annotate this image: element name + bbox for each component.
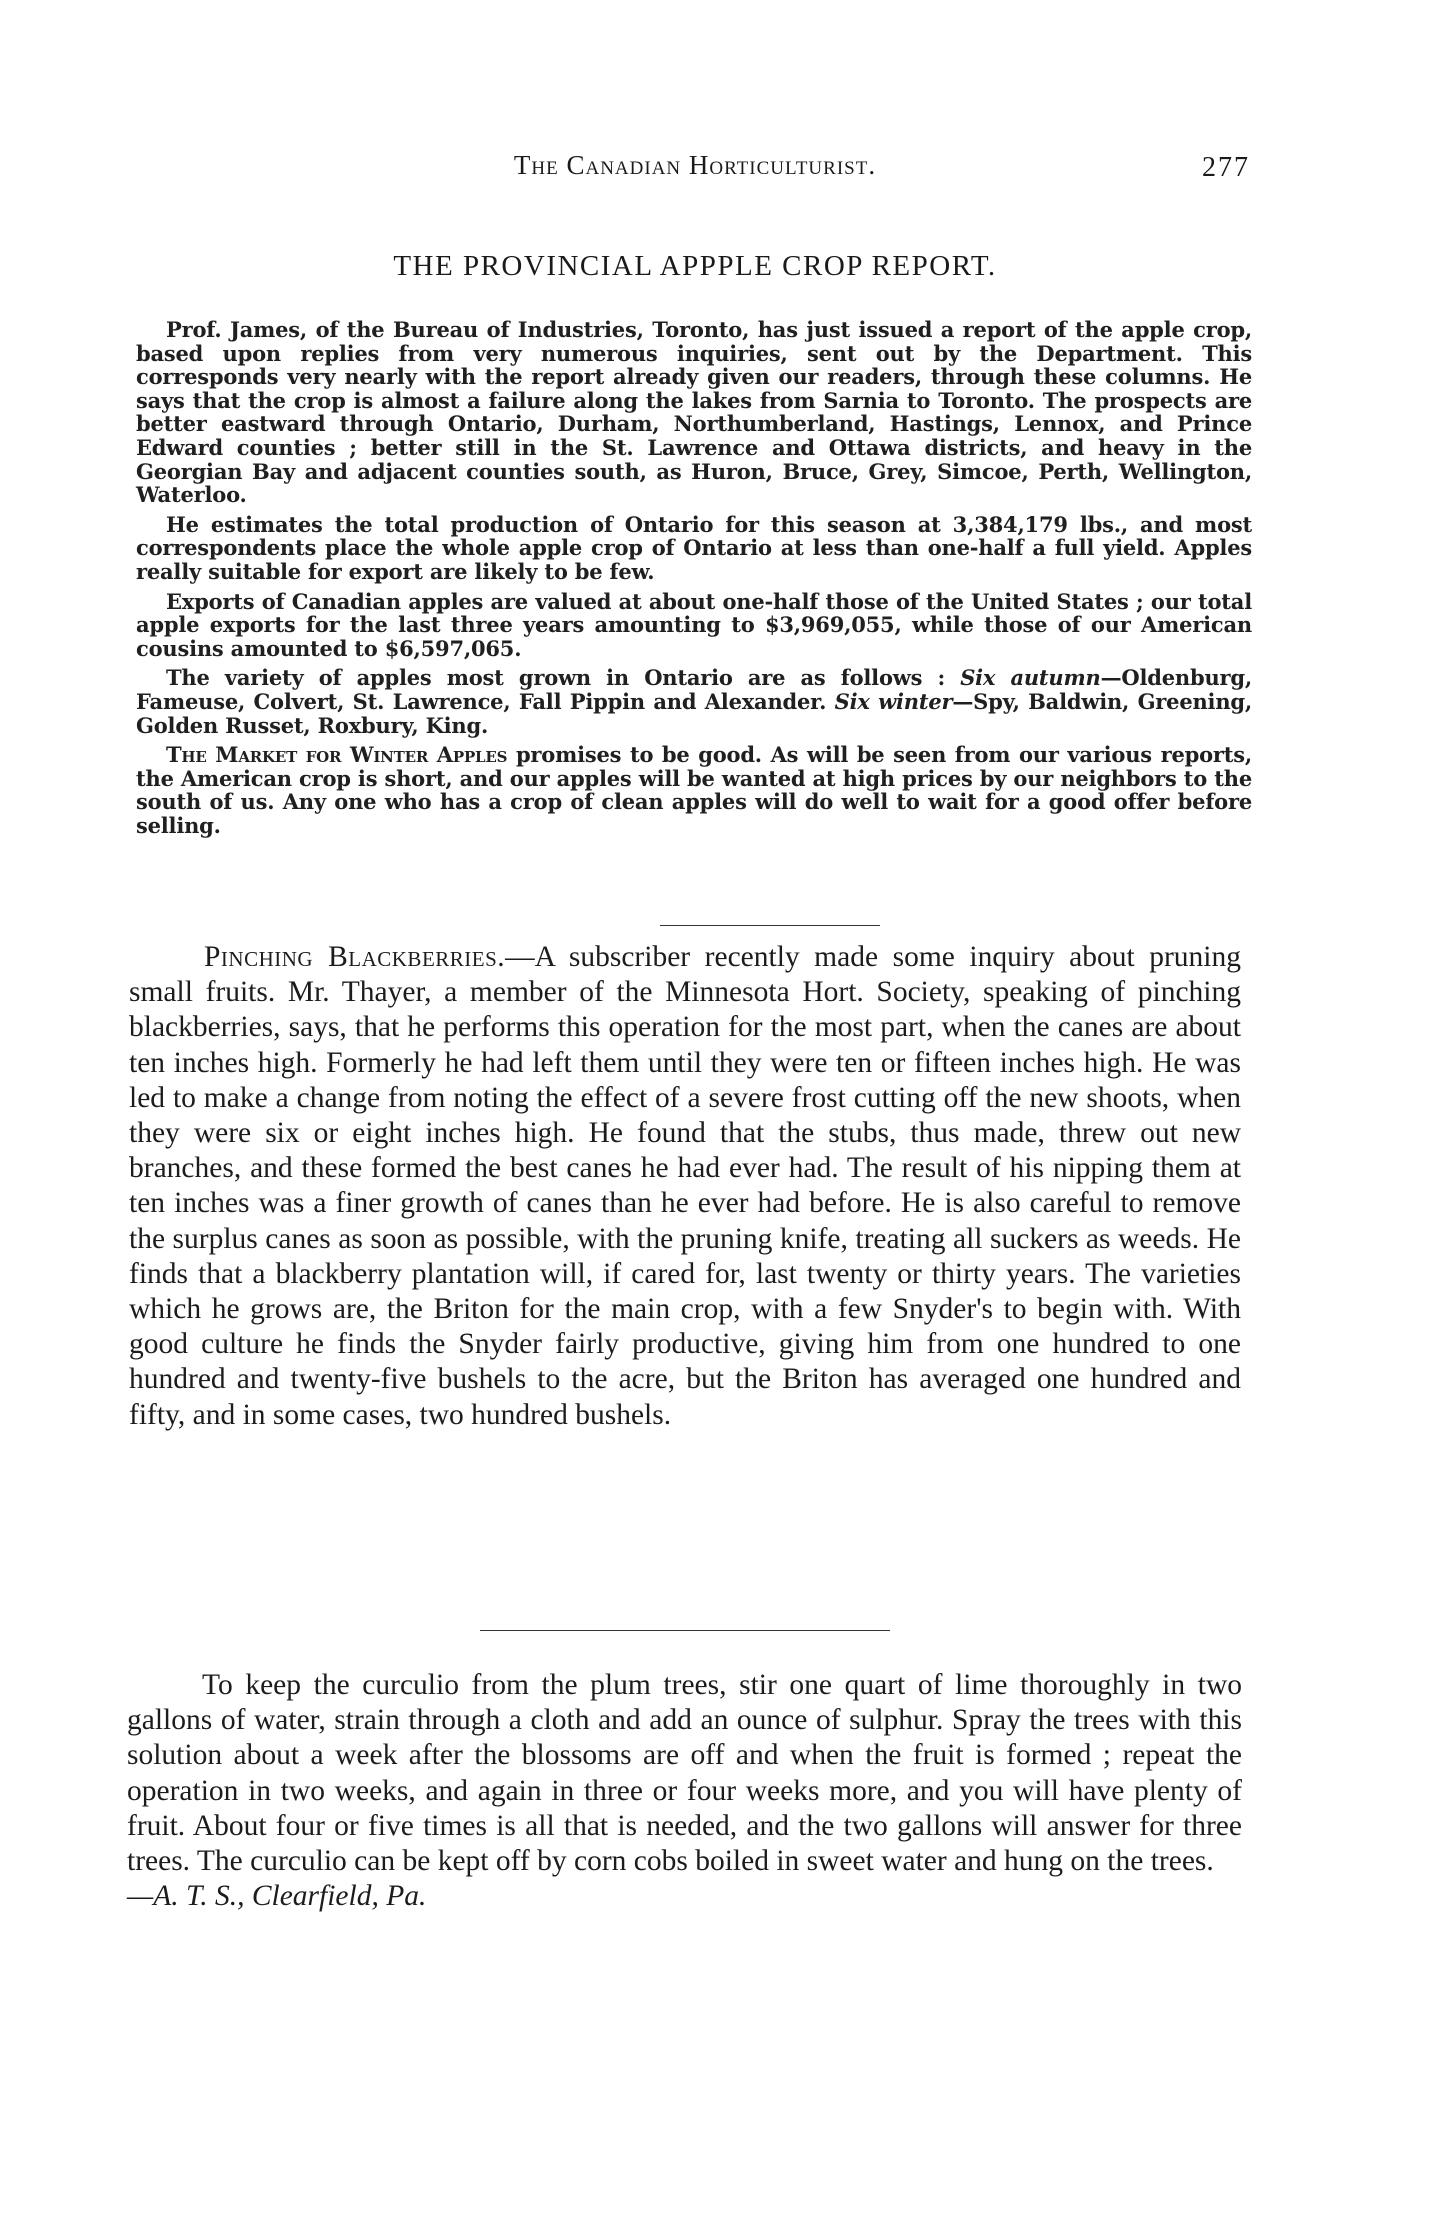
autumn-label: Six autumn: [960, 665, 1101, 691]
winter-label: Six winter: [834, 688, 953, 714]
signature: —A. T. S., Clearfield, Pa.: [127, 1880, 427, 1913]
market-paragraph: [136, 743, 1252, 837]
running-head: [140, 150, 1250, 190]
section-divider: [480, 1630, 890, 1631]
curculio-paragraph: [127, 1668, 1242, 1914]
page-number: 277: [1202, 152, 1250, 183]
market-lead: The Market for Winter Apples: [166, 742, 508, 768]
varieties-intro: The variety of apples most grown in Ontario are as follows :: [166, 665, 961, 691]
section-divider: [660, 925, 880, 926]
report-paragraph: Exports of Canadian apples are valued at about one-half those of the United States ; our total apple exports for the last three years amounting to $3,969,055, while those of our American cousins amounted to $6,597,065.: [136, 588, 1252, 661]
market-text: promises to be good. As will be seen from our various reports, the American crop is short, and our apples will be wanted at high prices by our neighbors to the south of us. Any one who has a crop of clean apples will do well to wait for a good offer before selling.: [136, 742, 1252, 838]
report-paragraph: Prof. James, of the Bureau of Industries, Toronto, has just issued a report of the apple crop, based upon replies from very numerous inquiries, sent out by the Department. This corresponds very nearly with the report already given our readers, through these columns. He says that the crop is almost a failure along the lakes from Sarnia to Toronto. The prospects are better eastward through Ontario, Durham, Northumberland, Hastings, Lennox, and Prince Edward counties ; better still in the St. Lawrence and Ottawa districts, and heavy in the Georgian Bay and adjacent counties south, as Huron, Bruce, Grey, Simcoe, Perth, Wellington, Waterloo.: [136, 317, 1252, 508]
blackberries-paragraph: [129, 940, 1241, 1433]
winter-list: —Spy, Baldwin, Greening, Golden Russet, Roxbury, King.: [136, 688, 1252, 738]
curculio-text: To keep the curculio from the plum trees, stir one quart of lime thoroughly in two gallons of water, strain through a cloth and add an ounce of sulphur. Spray the trees with this solution about a week after the blossoms are off and when the fruit is formed ; repeat the operation in two weeks, and again in three or four weeks more, and you will have plenty of fruit. About four or five times is all that is needed, and the two gallons will answer for three trees. The curculio can be kept off by corn cobs boiled in sweet water and hung on the trees.: [127, 1669, 1242, 1878]
curculio-section: [127, 1668, 1242, 1914]
blackberries-lead: Pinching Blackberries.: [204, 941, 506, 973]
article-title: THE PROVINCIAL APPPLE CROP REPORT.: [393, 250, 997, 282]
running-title: The Canadian Horticulturist.: [513, 150, 877, 180]
autumn-list: —Oldenburg, Fameuse, Colvert, St. Lawrence, Fall Pippin and Alexander.: [136, 665, 1252, 714]
varieties-paragraph: [136, 666, 1252, 737]
blackberries-section: [129, 940, 1241, 1433]
blackberries-text: —A subscriber recently made some inquiry about pruning small fruits. Mr. Thayer, a member of the Minnesota Hort. Society, speaking of pinching blackberries, says, that he performs this operation for the most part, when the canes are about ten inches high. Formerly he had left them until they were ten or fifteen inches high. He was led to make a change from noting the effect of a severe frost cutting off the new shoots, when they were six or eight inches high. He found that the stubs, thus made, threw out new branches, and these formed the best canes he had ever had. The result of his nipping them at ten inches was a finer growth of canes than he ever had before. He is also careful to remove the surplus canes as soon as possible, with the pruning knife, treating all suckers as weeds. He finds that a blackberry plantation will, if cared for, last twenty or thirty years. The varieties which he grows are, the Briton for the main crop, with a few Snyder's to begin with. With good culture he finds the Snyder fairly productive, giving him from one hundred to one hundred and twenty-five bushels to the acre, but the Briton has averaged one hundred and fifty, and in some cases, two hundred bushels.: [129, 941, 1241, 1431]
report-paragraph: He estimates the total production of Ontario for this season at 3,384,179 lbs., and most correspondents place the whole apple crop of Ontario at less than one-half a full yield. Apples really suitable for export are likely to be few.: [136, 511, 1252, 584]
crop-report-section: [136, 318, 1252, 843]
